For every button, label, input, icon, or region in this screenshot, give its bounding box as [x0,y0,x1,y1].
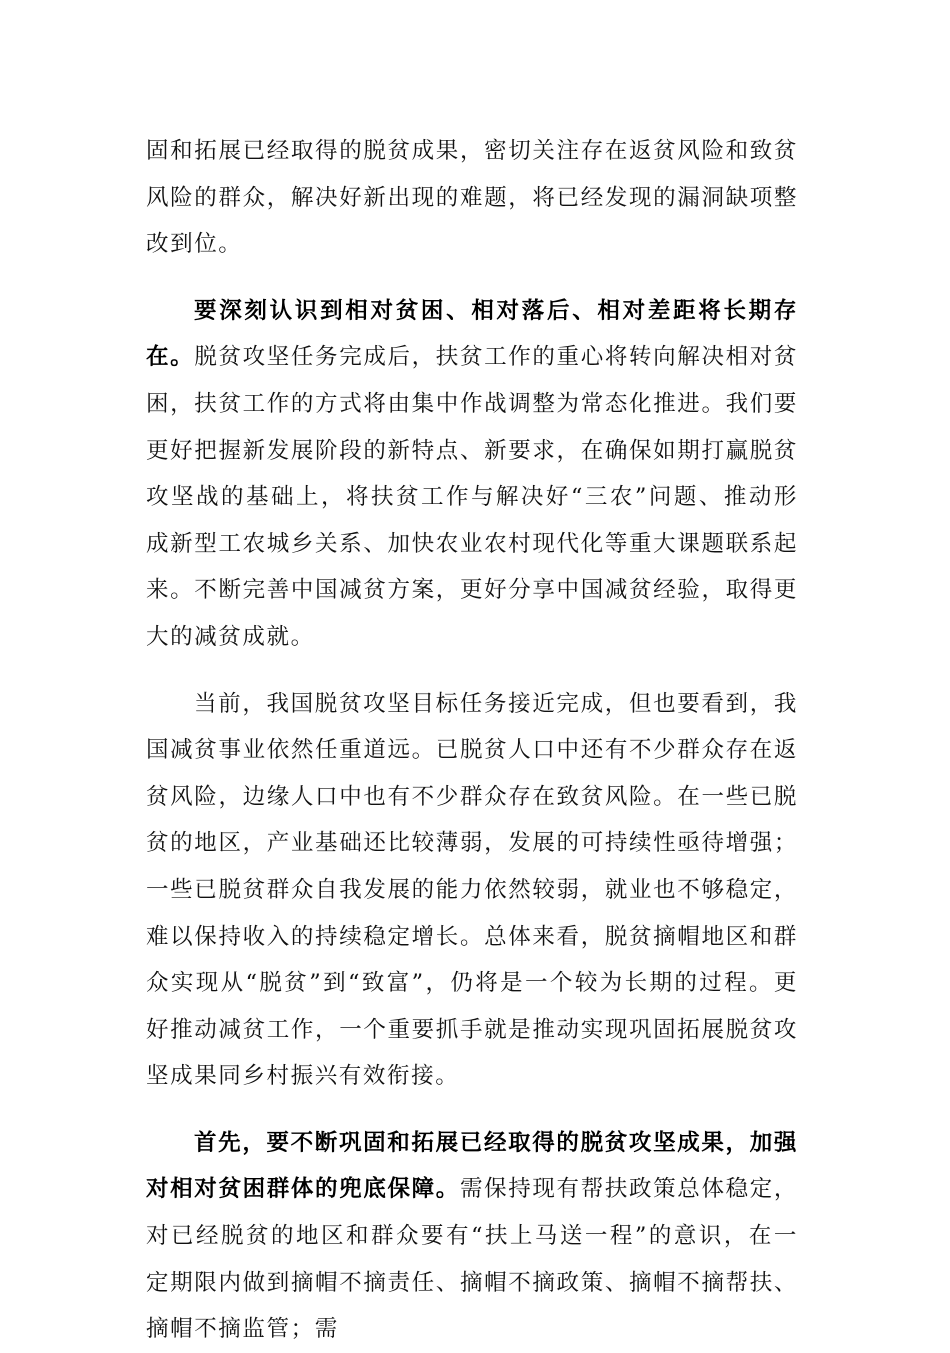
paragraph-4-heading: 首先，要不断巩固和拓展已经取得的脱贫攻坚成果，加强对相对贫困群体的兜底保障。 [146,1129,798,1203]
paragraph-gap [146,661,798,681]
paragraph-3 [146,681,798,1100]
paragraph-gap [146,1100,798,1120]
paragraph-2-text: 脱贫攻坚任务完成后，扶贫工作的重心将转向解决相对贫困，扶贫工作的方式将由集中作战调整为常态化推进。我们要更好把握新发展阶段的新特点、新要求，在确保如期打赢脱贫攻坚战的基础上，将扶贫工作与解决好“三农”问题、推动形成新型工农城乡关系、加快农业农村现代化等重大课题联系起来。不断完善中国减贫方案，更好分享中国减贫经验，取得更大的减贫成就。 [146,344,798,650]
paragraph-gap [146,268,798,288]
document-page [146,128,798,1353]
paragraph-3-text: 当前，我国脱贫攻坚目标任务接近完成，但也要看到，我国减贫事业依然任重道远。已脱贫人口中还有不少群众存在返贫风险，边缘人口中也有不少群众存在致贫风险。在一些已脱贫的地区，产业基础还比较薄弱，发展的可持续性亟待增强；一些已脱贫群众自我发展的能力依然较弱，就业也不够稳定，难以保持收入的持续稳定增长。总体来看，脱贫摘帽地区和群众实现从“脱贫”到“致富”，仍将是一个较为长期的过程。更好推动减贫工作，一个重要抓手就是推动实现巩固拓展脱贫攻坚成果同乡村振兴有效衔接。 [146,690,798,1090]
paragraph-2 [146,288,798,661]
paragraph-1 [146,128,798,268]
paragraph-2-heading: 要深刻认识到相对贫困、相对落后、相对差距将长期存在。 [146,297,798,371]
paragraph-4-text: 需保持现有帮扶政策总体稳定，对已经脱贫的地区和群众要有“扶上马送一程”的意识，在一定期限内做到摘帽不摘责任、摘帽不摘政策、摘帽不摘帮扶、摘帽不摘监管；需 [146,1176,798,1343]
paragraph-1-text: 固和拓展已经取得的脱贫成果，密切关注存在返贫风险和致贫风险的群众，解决好新出现的难题，将已经发现的漏洞缺项整改到位。 [146,138,798,258]
paragraph-4 [146,1120,798,1353]
